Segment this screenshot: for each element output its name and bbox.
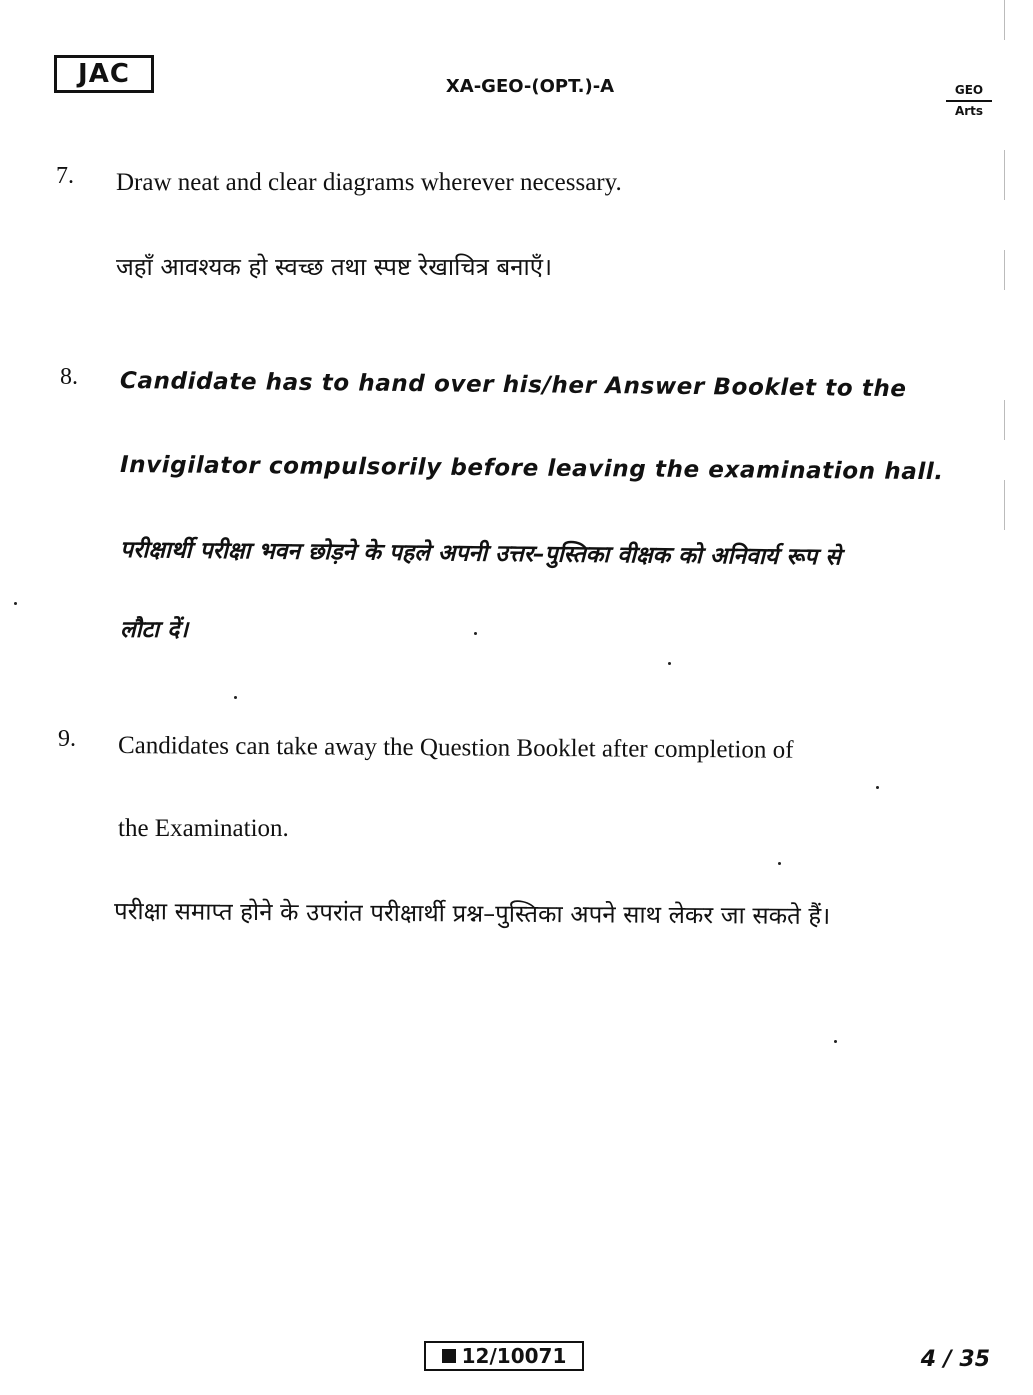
booklet-code [424,1341,584,1371]
scan-speck [234,696,237,699]
page-number: 4 / 35 [920,1347,990,1372]
scan-edge-line [1004,250,1005,290]
instruction-number: 9. [58,726,76,752]
scan-speck [14,602,17,605]
instruction-8-english-line-2: Invigilator compulsorily before leaving the examination hall. [119,452,944,486]
booklet-code-text: 12/10071 [461,1344,567,1368]
instruction-7-hindi: जहाँ आवश्यक हो स्वच्छ तथा स्पष्ट रेखाचित्र बनाएँ। [116,253,553,281]
board-label: JAC [54,55,154,93]
instruction-9-hindi: परीक्षा समाप्त होने के उपरांत परीक्षार्थी प्रश्न–पुस्तिका अपने साथ लेकर जा सकते हैं। [113,897,831,931]
scan-edge-line [1004,480,1005,530]
subject-tag-bottom: Arts [954,104,984,118]
instruction-9-english-line-2: the Examination. [118,815,289,842]
scan-edge-line [1004,400,1005,440]
instruction-8-english-line-1: Candidate has to hand over his/her Answer Booklet to the [119,368,907,403]
instruction-9-english-line-1: Candidates can take away the Question Booklet after completion of [117,732,794,764]
subject-tag [946,83,992,119]
instruction-number: 7. [56,163,74,189]
instruction-7-english: Draw neat and clear diagrams wherever necessary. [116,169,622,196]
paper-code: XA-GEO-(OPT.)-A [445,76,615,97]
scan-edge-line [1004,0,1005,40]
scan-edge-line [1004,150,1005,200]
subject-tag-top: GEO [946,83,992,102]
instruction-number: 8. [60,364,78,390]
square-bullet-icon [442,1349,456,1363]
instruction-8-hindi-line-1: परीक्षार्थी परीक्षा भवन छोड़ने के पहले अपनी उत्तर–पुस्तिका वीक्षक को अनिवार्य रूप से [119,537,841,571]
scan-speck [834,1040,837,1043]
scan-speck [778,862,781,865]
scan-speck [876,786,879,789]
scan-speck [474,632,477,635]
instruction-8-hindi-line-2: लौटा दें। [120,617,189,643]
scan-speck [668,662,671,665]
